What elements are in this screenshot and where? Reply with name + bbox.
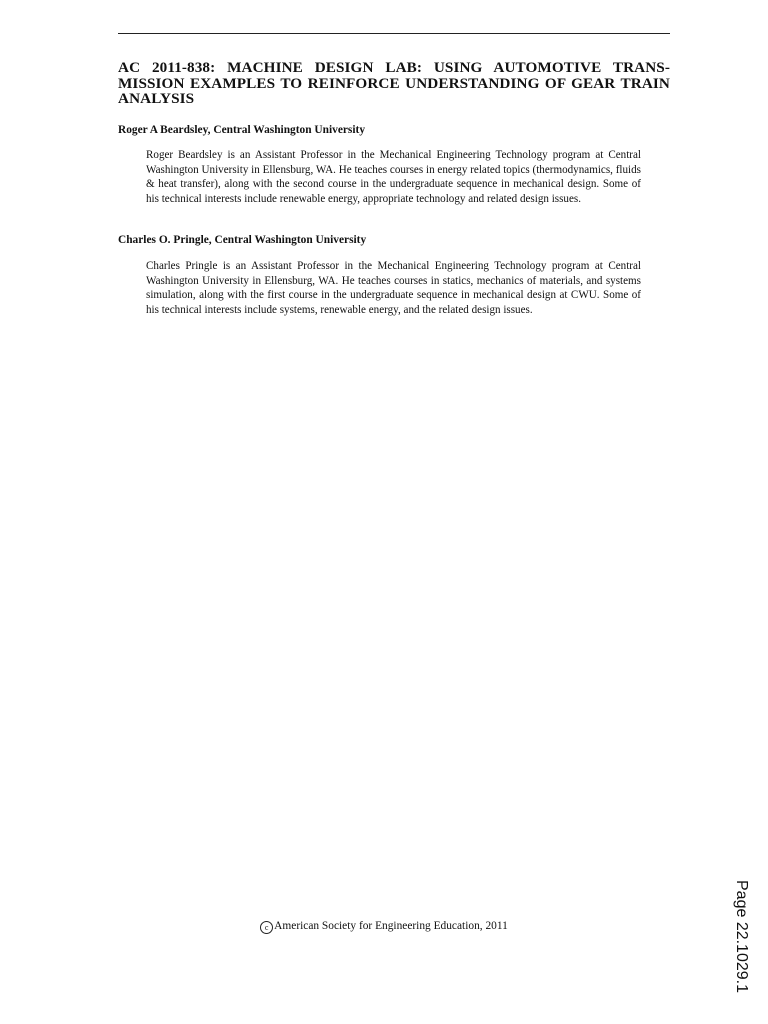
- author-bio: Roger Beardsley is an Assistant Professor in the Mechanical Engineering Technology program at Central Washington University in Ellensburg, WA. He teaches courses in energy related topics (thermodynamics, fluids & heat transfer), along with the second course in the undergraduate sequence in mechanical design. Some of his technical interests include renewable energy, appropriate technology and related design issues.: [146, 149, 641, 205]
- top-divider: [118, 33, 670, 34]
- copyright-footer: [0, 919, 768, 934]
- paper-title: AC 2011-838: MACHINE DESIGN LAB: USING AUTOMOTIVE TRANS-MISSION EXAMPLES TO REINFORCE UNDERSTANDING OF GEAR TRAIN ANALYSIS: [118, 59, 670, 107]
- author-bio: Charles Pringle is an Assistant Professor in the Mechanical Engineering Technology program at Central Washington University in Ellensburg, WA. He teaches courses in statics, mechanics of materials, and systems simulation, along with the first course in the undergraduate sequence in mechanical design at CWU. Some of his technical interests include systems, renewable energy, and the related design issues.: [146, 260, 641, 316]
- copyright-icon: c: [260, 921, 273, 934]
- author-name: Charles O. Pringle, Central Washington University: [118, 234, 367, 246]
- page-number: Page 22.1029.1: [733, 880, 750, 993]
- copyright-text: American Society for Engineering Education, 2011: [274, 920, 508, 932]
- author-name: Roger A Beardsley, Central Washington University: [118, 124, 366, 136]
